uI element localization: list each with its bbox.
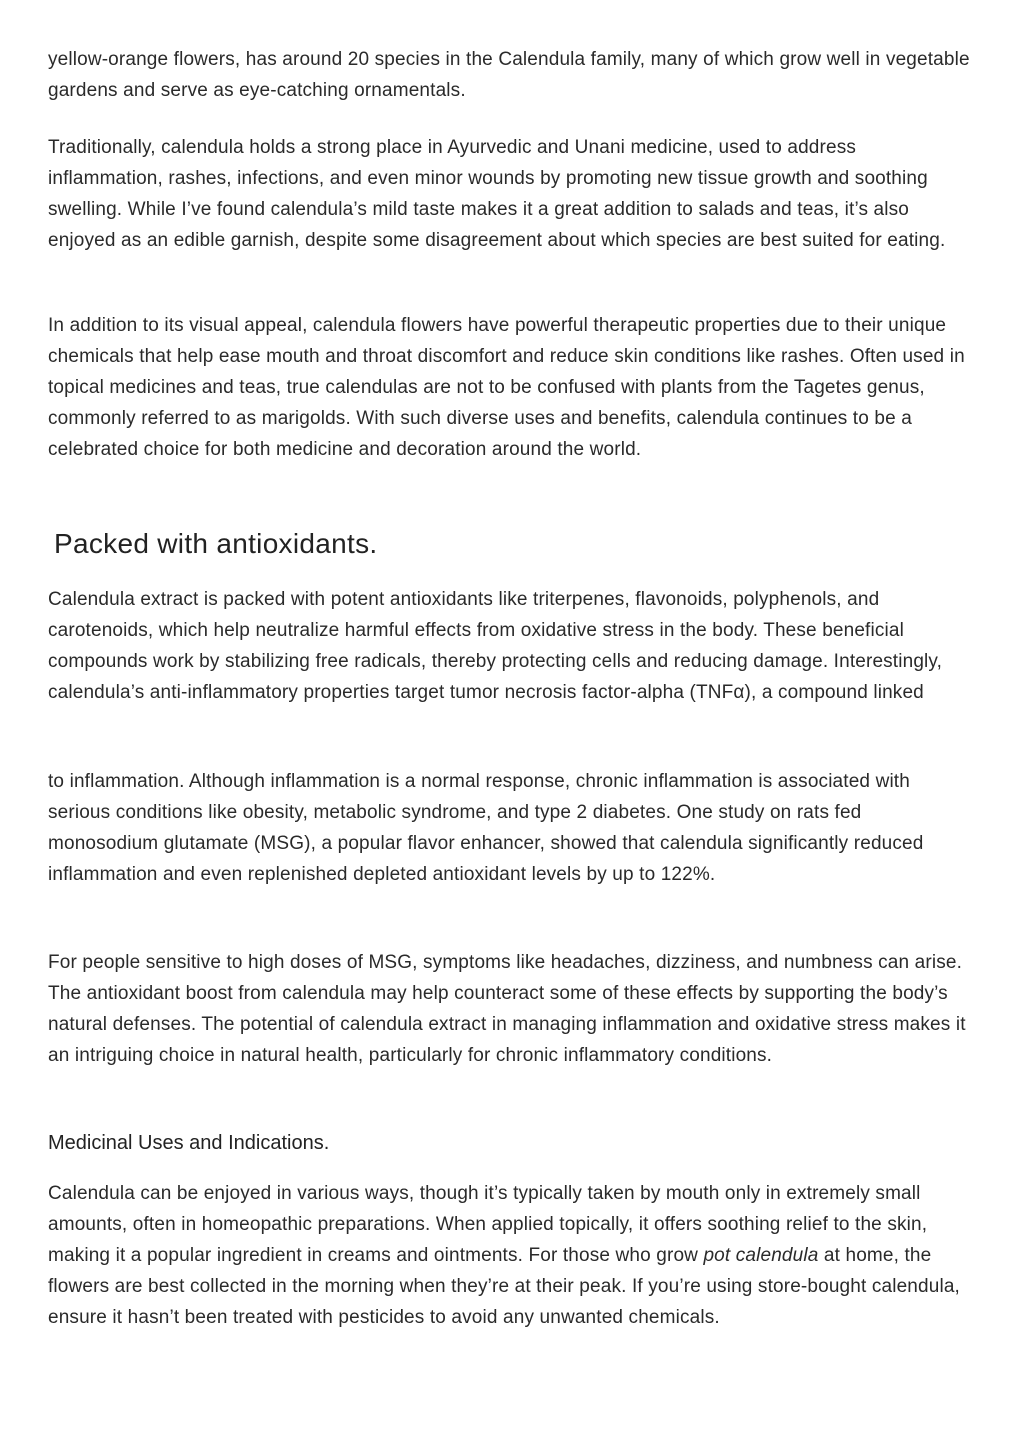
paragraph-medicinal-uses-start: Calendula can be enjoyed in various ways, though it’s typically taken by mouth only in extremely small amounts, often in homeopathic preparations. When applied topically, it offers soothing relief to the skin, making it a popular ingredient in creams and ointments. For those who grow [48, 1183, 928, 1266]
paragraph-traditional-use: Traditionally, calendula holds a strong place in Ayurvedic and Unani medicine, used to address inflammation, rashes, infections, and even minor wounds by promoting new tissue growth and soothing swelling. While I’ve found calendula’s mild taste makes it a great addition to salads and teas, it’s also enjoyed as an edible garnish, despite some disagreement about which species are best suited for eating. [48, 137, 946, 251]
section-heading-antioxidants: Packed with antioxidants. [54, 528, 378, 559]
paragraph-therapeutic-properties: In addition to its visual appeal, calendula flowers have powerful therapeutic properties due to their unique chemicals that help ease mouth and throat discomfort and reduce skin conditions like rashes. Often used in topical medicines and teas, true calendulas are not to be confused with plants from the Tagetes genus, commonly referred to as marigolds. With such diverse uses and benefits, calendula continues to be a celebrated choice for both medicine and decoration around the world. [48, 315, 965, 460]
pot-calendula-italic: pot calendula [703, 1245, 819, 1266]
paragraph-intro: yellow-orange flowers, has around 20 species in the Calendula family, many of which grow well in vegetable gardens and serve as eye-catching ornamentals. [48, 49, 970, 101]
paragraph-inflammation: to inflammation. Although inflammation is a normal response, chronic inflammation is associated with serious conditions like obesity, metabolic syndrome, and type 2 diabetes. One study on rats fed monosodium glutamate (MSG), a popular flavor enhancer, showed that calendula significantly reduced inflammation and even replenished depleted antioxidant levels by up to 122%. [48, 771, 924, 885]
paragraph-antioxidants: Calendula extract is packed with potent antioxidants like triterpenes, flavonoids, polyphenols, and carotenoids, which help neutralize harmful effects from oxidative stress in the body. These beneficial compounds work by stabilizing free radicals, thereby protecting cells and reducing damage. Interestingly, calendula’s anti-inflammatory properties target tumor necrosis factor-alpha (TNFα), a compound linked [48, 589, 943, 703]
section-heading-medicinal-uses: Medicinal Uses and Indications. [48, 1132, 330, 1154]
paragraph-medicinal-uses-end: at home, the flowers are best collected in the morning when they’re at their peak. If you’re using store-bought calendula, ensure it hasn’t been treated with pesticides to avoid any unwanted chemicals. [48, 1245, 960, 1328]
paragraph-medicinal-uses [48, 1178, 976, 1333]
paragraph-msg-sensitivity: For people sensitive to high doses of MSG, symptoms like headaches, dizziness, and numbness can arise. The antioxidant boost from calendula may help counteract some of these effects by supporting the body’s natural defenses. The potential of calendula extract in managing inflammation and oxidative stress makes it an intriguing choice in natural health, particularly for chronic inflammatory conditions. [48, 952, 966, 1066]
